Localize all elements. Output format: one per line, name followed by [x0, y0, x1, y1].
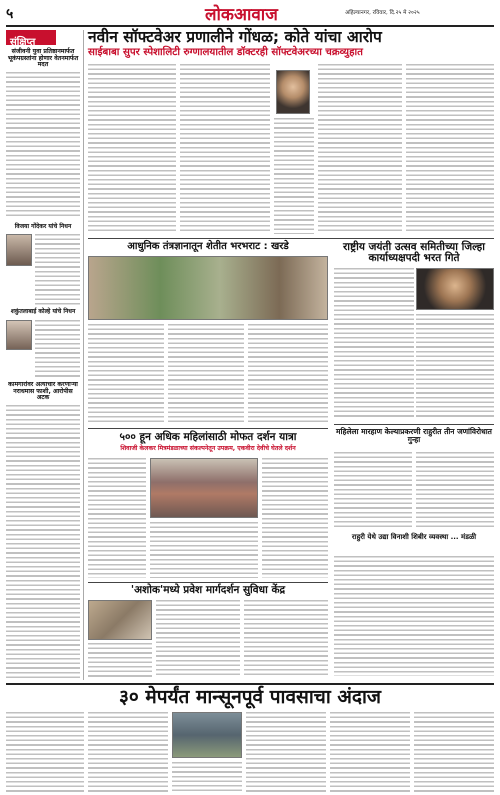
bottom-col-6 — [414, 712, 494, 792]
rule-under-lead — [88, 238, 494, 239]
yatra-headline-1: ५०० हून अधिक महिलांसाठी मोफत दर्शन यात्रा — [119, 431, 297, 443]
marathi-title: राहुरी येथे उद्या विनाशी शिबीर व्यवस्था ... मंडळी — [351, 533, 477, 541]
ashok-photo — [88, 600, 152, 640]
page-number: ५ — [6, 6, 14, 22]
ag-col-1 — [88, 324, 164, 424]
ag-col-3 — [248, 324, 328, 424]
ag-photo — [88, 256, 328, 320]
yatra-col-3 — [262, 458, 328, 578]
ashok-col-3 — [244, 600, 328, 678]
lead-headline-2: साईबाबा सुपर स्पेशालिटी रुग्णालयातील डॉक्टरही सॉफ्टवेअरच्या चक्रव्युहात — [88, 47, 363, 58]
sidebar-story2-title: कामगारांवर अत्याचार करणाऱ्या नराधमास फाशी, आरोपीस अटक — [8, 381, 78, 401]
sidebar-obit2-title: शकुंतलाबाई कोल्हे यांचे निधन — [10, 308, 76, 315]
yatra-headline-2: शिवाजी केलकर मित्रमंडळाच्या संकल्पनेतून उपक्रम, एकवीरा देवीचे घेतले दर्शन — [120, 445, 296, 452]
lead-photo-portrait — [276, 70, 310, 114]
sidebar — [6, 30, 80, 680]
lead-col-3 — [274, 118, 314, 234]
bottom-col-5 — [330, 712, 410, 792]
newspaper-logo: लोकआवाज — [205, 5, 278, 25]
dateline: अहिल्यानगर, रविवार, दि.२५ मे २०२५ — [345, 10, 420, 16]
yatra-col-1 — [88, 458, 146, 578]
women-aid-col-2 — [416, 452, 494, 530]
jayanti-col-2 — [416, 314, 494, 418]
sidebar-obit2-body — [35, 320, 80, 380]
sidebar-badge — [6, 30, 56, 48]
ag-title: आधुनिक तंत्रज्ञानातून शेतीत भरभराट : खरडे — [127, 241, 289, 252]
lead-headline-1: नवीन सॉफ्टवेअर प्रणालीने गोंधळ; कोते यांचा आरोप — [88, 28, 382, 46]
bottom-photo — [172, 712, 242, 758]
jayanti-col-1 — [334, 268, 414, 418]
women-aid-col-1 — [334, 452, 412, 530]
rule-mid — [88, 428, 328, 429]
jayanti-photo — [416, 268, 494, 310]
women-aid-title: महिलेला मारहाण केल्याप्रकरणी राहुरीत तीन जणांविरोधात गुन्हा — [336, 427, 492, 444]
rule-bottom — [6, 683, 494, 685]
masthead — [0, 0, 500, 28]
marathi-col-1 — [334, 556, 494, 676]
yatra-col-2 — [150, 522, 258, 578]
lead-col-4 — [318, 64, 402, 234]
bottom-headline: ३० मेपर्यंत मान्सूनपूर्व पावसाचा अंदाज — [118, 686, 382, 708]
sidebar-badge-label: संक्षिप्त — [10, 37, 36, 48]
sidebar-story2-body — [6, 405, 80, 680]
bottom-col-2 — [88, 712, 168, 792]
masthead-rule — [6, 25, 494, 27]
obituary-photo-2 — [6, 320, 32, 350]
lead-col-2 — [180, 64, 270, 234]
ashok-col-1 — [88, 643, 152, 678]
sidebar-obit1-body — [35, 234, 80, 306]
jayanti-title: राष्ट्रीय जयंती उत्सव समितीच्या जिल्हा कार्याध्यक्षपदी भरत गिते — [343, 241, 485, 265]
yatra-photo — [150, 458, 258, 518]
sidebar-story1-title: संजीवनी युवा प्रतिष्ठानमार्फत भूकंपग्रस्तांना होणार वेतनमार्फत मदत — [7, 48, 79, 68]
sidebar-obit1-title: विजया गोंदेकर यांचे निधन — [14, 223, 72, 230]
ashok-col-2 — [156, 600, 240, 678]
sidebar-divider — [83, 30, 84, 680]
lead-col-5 — [406, 64, 494, 234]
sidebar-story1-body — [6, 72, 80, 219]
obituary-photo-1 — [6, 234, 32, 266]
lead-col-1 — [88, 64, 176, 234]
rule-right-1 — [334, 424, 494, 425]
ag-col-2 — [168, 324, 244, 424]
bottom-col-3 — [172, 762, 242, 792]
bottom-col-1 — [6, 712, 84, 792]
rule-ashok — [88, 582, 328, 583]
bottom-col-4 — [246, 712, 326, 792]
ashok-title: 'अशोक'मध्ये प्रवेश मार्गदर्शन सुविधा केंद्र — [130, 584, 286, 596]
